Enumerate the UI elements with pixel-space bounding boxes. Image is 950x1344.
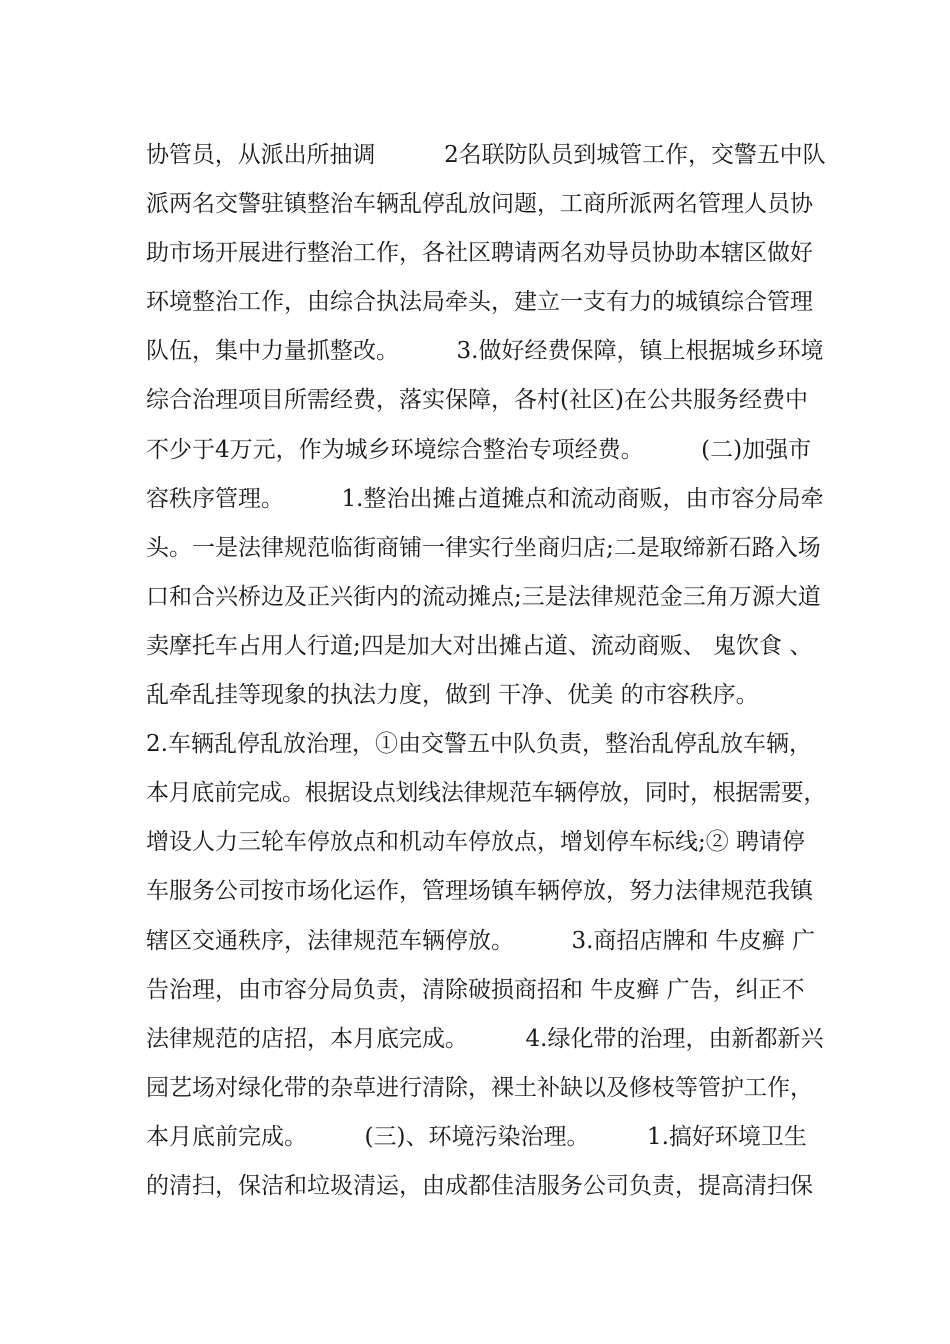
- text-line: 助市场开展进行整治工作，各社区聘请两名劝导员协助本辖区做好: [146, 240, 813, 267]
- text-line: 头。一是法律规范临街商铺一律实行坐商归店;二是取缔新石路入场: [146, 534, 821, 561]
- text-line: 队伍，集中力量抓整改。 3.做好经费保障，镇上根据城乡环境: [146, 338, 824, 365]
- text-line: 综合治理项目所需经费，落实保障，各村(社区)在公共服务经费中: [146, 387, 808, 414]
- text-line: 园艺场对绿化带的杂草进行清除，裸土补缺以及修枝等管护工作，: [146, 1074, 813, 1101]
- text-line: 2.车辆乱停乱放治理，①由交警五中队负责，整治乱停乱放车辆，: [146, 731, 812, 758]
- text-line: 容秩序管理。 1.整治出摊占道摊点和流动商贩，由市容分局牵: [146, 485, 824, 512]
- text-line: 口和合兴桥边及正兴街内的流动摊点;三是法律规范金三角万源大道: [146, 583, 821, 610]
- text-line: 告治理，由市容分局负责，清除破损商招和 牛皮癣 广告，纠正不: [146, 976, 805, 1003]
- text-line: 派两名交警驻镇整治车辆乱停乱放问题，工商所派两名管理人员协: [146, 191, 813, 218]
- text-line: 卖摩托车占用人行道;四是加大对出摊占道、流动商贩、 鬼饮食 、: [146, 632, 813, 659]
- text-line: 增设人力三轮车停放点和机动车停放点，增划停车标线;② 聘请停: [146, 829, 806, 856]
- text-line: 本月底前完成。 (三)、环境污染治理。 1.搞好环境卫生: [146, 1123, 807, 1150]
- text-line: 的清扫，保洁和垃圾清运，由成都佳洁服务公司负责，提高清扫保: [146, 1172, 813, 1199]
- text-line: 辖区交通秩序，法律规范车辆停放。 3.商招店牌和 牛皮癣 广: [146, 927, 816, 954]
- text-line: 车服务公司按市场化运作，管理场镇车辆停放，努力法律规范我镇: [146, 878, 813, 905]
- body-text: [146, 131, 826, 1211]
- text-line: 协管员，从派出所抽调 2名联防队员到城管工作，交警五中队: [146, 142, 826, 168]
- text-line: 法律规范的店招，本月底完成。 4.绿化带的治理，由新都新兴: [146, 1025, 824, 1052]
- text-line: 不少于4万元，作为城乡环境综合整治专项经费。 (二)加强市: [146, 436, 812, 463]
- text-line: 环境整治工作，由综合执法局牵头，建立一支有力的城镇综合管理: [146, 289, 813, 316]
- text-line: 本月底前完成。根据设点划线法律规范车辆停放，同时，根据需要，: [146, 780, 827, 807]
- text-line: 乱牵乱挂等现象的执法力度，做到 干净、优美 的市容秩序。: [146, 682, 759, 709]
